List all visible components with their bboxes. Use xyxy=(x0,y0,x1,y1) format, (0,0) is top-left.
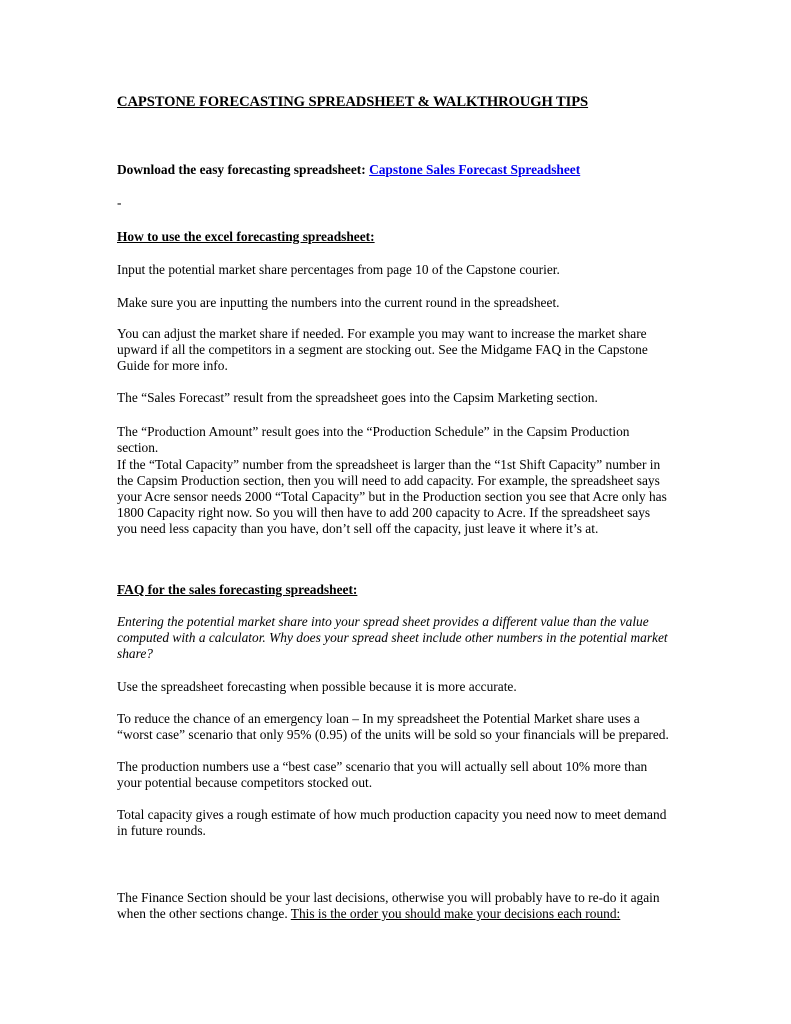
spreadsheet-download-link[interactable]: Capstone Sales Forecast Spreadsheet xyxy=(369,162,581,177)
how-paragraph-4: The “Sales Forecast” result from the spreadsheet goes into the Capsim Marketing section. xyxy=(117,390,598,405)
separator-dash: - xyxy=(117,195,122,210)
how-paragraph-1: Input the potential market share percentages from page 10 of the Capstone courier. xyxy=(117,262,560,277)
faq-paragraph-3: The production numbers use a “best case” scenario that you will actually sell about 10% more than your potential because competitors stocked out. xyxy=(117,759,648,790)
faq-paragraph-2: To reduce the chance of an emergency loan – In my spreadsheet the Potential Market share uses a “worst case” scenario that only 95% (0.95) of the units will be sold so your financials will be prepared. xyxy=(117,711,669,742)
download-label: Download the easy forecasting spreadsheet: xyxy=(117,162,370,177)
faq-question: Entering the potential market share into your spread sheet provides a different value than the value computed with a calculator. Why does your spread sheet include other numbers in the potential market share? xyxy=(117,614,668,661)
page-title: CAPSTONE FORECASTING SPREADSHEET & WALKTHROUGH TIPS xyxy=(117,94,589,110)
finance-text: The Finance Section should be your last decisions, otherwise you will probably have to re-do it again when the other sections change. xyxy=(117,890,660,921)
how-paragraph-2: Make sure you are inputting the numbers into the current round in the spreadsheet. xyxy=(117,295,560,310)
decision-order-note: This is the order you should make your decisions each round: xyxy=(290,906,621,921)
how-paragraph-5: The “Production Amount” result goes into the “Production Schedule” in the Capsim Production section. xyxy=(117,424,630,455)
faq-heading: FAQ for the sales forecasting spreadsheet: xyxy=(117,582,358,597)
finance-paragraph xyxy=(117,890,673,922)
download-line xyxy=(117,162,673,178)
how-paragraph-6: If the “Total Capacity” number from the spreadsheet is larger than the “1st Shift Capacity” number in the Capsim Production section, then you will need to add capacity. For example, the spreadsheet says your Acre sensor needs 2000 “Total Capacity” but in the Production section you see that Acre only has 1800 Capacity right now. So you will then have to add 200 capacity to Acre. If the spreadsheet says you need less capacity than you have, don’t sell off the capacity, just leave it where it’s at. xyxy=(117,457,667,536)
faq-paragraph-1: Use the spreadsheet forecasting when possible because it is more accurate. xyxy=(117,679,517,694)
how-to-heading: How to use the excel forecasting spreadsheet: xyxy=(117,229,375,244)
faq-paragraph-4: Total capacity gives a rough estimate of how much production capacity you need now to meet demand in future rounds. xyxy=(117,807,667,838)
how-paragraph-3: You can adjust the market share if needed. For example you may want to increase the market share upward if all the competitors in a segment are stocking out. See the Midgame FAQ in the Capstone Guide for more info. xyxy=(117,326,648,373)
